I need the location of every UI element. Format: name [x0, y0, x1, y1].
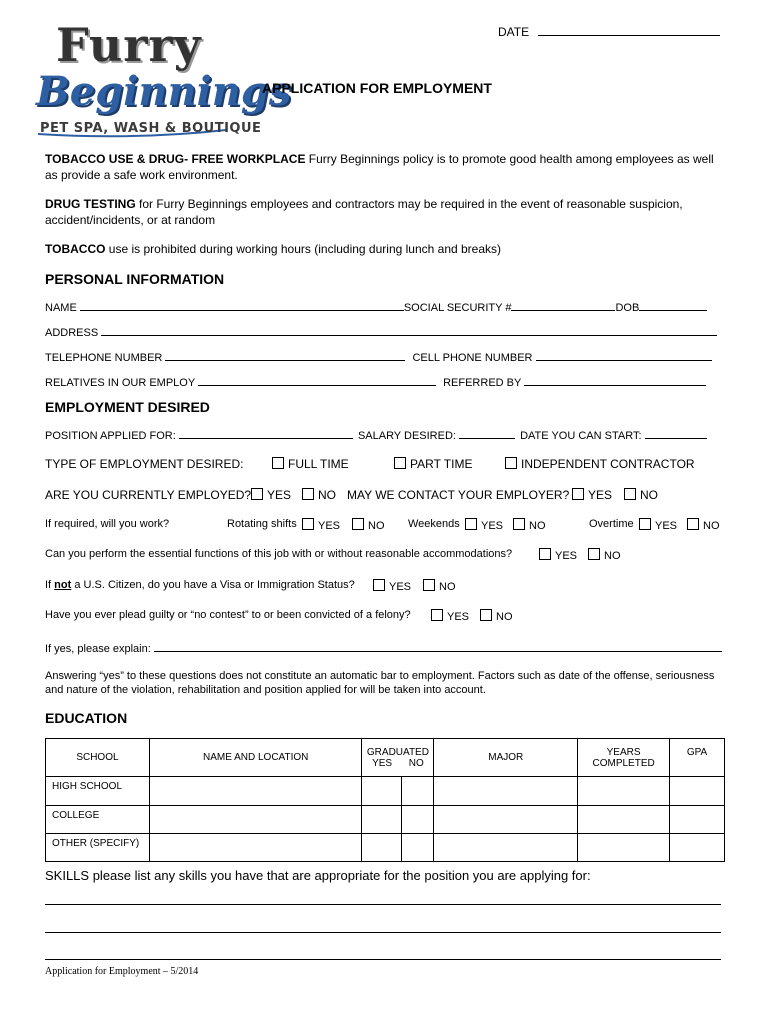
- name-label: NAME: [45, 302, 77, 314]
- weekends-yes-label: YES: [481, 520, 504, 532]
- contact-yes-checkbox[interactable]: [572, 488, 584, 500]
- col-graduated-label: GRADUATED: [366, 746, 429, 758]
- contact-no-checkbox[interactable]: [624, 488, 636, 500]
- start-field[interactable]: [645, 427, 707, 439]
- weekends-yes-option[interactable]: [465, 518, 503, 532]
- skills-label: SKILLS please list any skills you have that are appropriate for the position you are applying for:: [45, 868, 591, 883]
- date-line[interactable]: [538, 24, 720, 36]
- row-label-other: OTHER (SPECIFY): [46, 834, 150, 862]
- felony-no-label: NO: [496, 611, 513, 623]
- overtime-yes-label: YES: [655, 520, 678, 532]
- start-label: DATE YOU CAN START:: [520, 430, 642, 442]
- contact-yes-label: YES: [588, 488, 613, 502]
- contractor-option[interactable]: [505, 457, 695, 471]
- contractor-checkbox[interactable]: [505, 457, 517, 469]
- cell-input[interactable]: [670, 806, 725, 834]
- citizen-no-checkbox[interactable]: [423, 579, 435, 591]
- cell-input[interactable]: [434, 806, 578, 834]
- salary-label: SALARY DESIRED:: [357, 430, 456, 442]
- row-label-high-school: HIGH SCHOOL: [46, 777, 150, 806]
- rotating-yes-label: YES: [318, 520, 341, 532]
- citizen-question-pre: If: [45, 579, 55, 591]
- cell-input[interactable]: [362, 834, 402, 862]
- col-graduated-no: NO: [408, 757, 424, 769]
- name-row: [45, 299, 707, 314]
- contractor-label: INDEPENDENT CONTRACTOR: [521, 457, 695, 471]
- employed-no-label: NO: [318, 488, 336, 502]
- cell-input[interactable]: [670, 777, 725, 806]
- employed-yes-option[interactable]: [251, 488, 291, 502]
- education-header-row: [46, 739, 725, 777]
- cell-label: CELL PHONE NUMBER: [412, 352, 533, 364]
- essential-no-checkbox[interactable]: [588, 548, 600, 560]
- referred-label: REFERRED BY: [443, 377, 522, 389]
- employed-yes-checkbox[interactable]: [251, 488, 263, 500]
- citizen-yes-label: YES: [389, 581, 412, 593]
- policy-drug-free: [45, 151, 725, 183]
- felony-yes-checkbox[interactable]: [431, 609, 443, 621]
- essential-no-option[interactable]: [588, 548, 621, 562]
- explain-label: If yes, please explain:: [45, 643, 151, 655]
- relatives-row: [45, 374, 706, 389]
- overtime-yes-option[interactable]: [639, 518, 677, 532]
- cell-input[interactable]: [362, 806, 402, 834]
- full-time-checkbox[interactable]: [272, 457, 284, 469]
- salary-field[interactable]: [459, 427, 515, 439]
- skills-line-2[interactable]: [45, 932, 721, 933]
- essential-no-label: NO: [604, 550, 621, 562]
- currently-employed-question: ARE YOU CURRENTLY EMPLOYED?: [45, 488, 252, 502]
- logo-tagline: PET SPA, WASH & BOUTIQUE: [40, 121, 262, 136]
- weekends-label: Weekends: [408, 518, 460, 530]
- felony-no-option[interactable]: [480, 609, 513, 623]
- part-time-label: PART TIME: [410, 457, 473, 471]
- full-time-label: FULL TIME: [288, 457, 349, 471]
- col-school: SCHOOL: [46, 739, 150, 777]
- cell-input[interactable]: [578, 834, 670, 862]
- policy-tobacco-text: use is prohibited during working hours (including during lunch and breaks): [105, 242, 502, 256]
- citizen-question-not: not: [54, 579, 72, 591]
- table-row: [46, 806, 725, 834]
- citizen-question: [45, 579, 355, 591]
- weekends-yes-checkbox[interactable]: [465, 518, 477, 530]
- contact-no-option[interactable]: [624, 488, 658, 502]
- relatives-label: RELATIVES IN OUR EMPLOY: [45, 377, 195, 389]
- col-years-label-1: YEARS: [606, 746, 641, 758]
- referred-field[interactable]: [524, 374, 706, 386]
- date-field[interactable]: [498, 24, 720, 39]
- citizen-yes-checkbox[interactable]: [373, 579, 385, 591]
- cell-input[interactable]: [362, 777, 402, 806]
- address-field[interactable]: [101, 324, 717, 336]
- contact-yes-option[interactable]: [572, 488, 612, 502]
- cell-input[interactable]: [149, 806, 362, 834]
- policy-drug-testing-bold: DRUG TESTING: [45, 197, 136, 211]
- weekends-no-label: NO: [529, 520, 546, 532]
- section-heading-education: EDUCATION: [45, 710, 128, 726]
- telephone-field[interactable]: [165, 349, 405, 361]
- skills-line-3[interactable]: [45, 959, 721, 960]
- rotating-yes-checkbox[interactable]: [302, 518, 314, 530]
- essential-yes-checkbox[interactable]: [539, 548, 551, 560]
- employed-no-checkbox[interactable]: [302, 488, 314, 500]
- rotating-no-label: NO: [368, 520, 385, 532]
- essential-yes-option[interactable]: [539, 548, 577, 562]
- felony-question: Have you ever plead guilty or “no contest” to or been convicted of a felony?: [45, 609, 411, 621]
- policy-tobacco: [45, 241, 725, 257]
- section-heading-personal: PERSONAL INFORMATION: [45, 271, 225, 287]
- cell-input[interactable]: [670, 834, 725, 862]
- address-row: [45, 324, 717, 339]
- col-gpa: GPA: [670, 739, 725, 777]
- policy-drug-free-bold: TOBACCO USE & DRUG- FREE WORKPLACE: [45, 152, 306, 166]
- full-time-option[interactable]: [272, 457, 349, 471]
- table-row: [46, 834, 725, 862]
- logo-text-furry: Furry: [56, 18, 202, 72]
- col-years-completed: [578, 739, 670, 777]
- part-time-checkbox[interactable]: [394, 457, 406, 469]
- cell-input[interactable]: [578, 806, 670, 834]
- felony-yes-label: YES: [447, 611, 470, 623]
- contact-no-label: NO: [640, 488, 658, 502]
- page-title: APPLICATION FOR EMPLOYMENT: [262, 80, 492, 96]
- employment-type-label: TYPE OF EMPLOYMENT DESIRED:: [45, 457, 244, 471]
- telephone-label: TELEPHONE NUMBER: [45, 352, 163, 364]
- explain-field[interactable]: [154, 640, 722, 652]
- rotating-no-checkbox[interactable]: [352, 518, 364, 530]
- weekends-no-checkbox[interactable]: [513, 518, 525, 530]
- footer-text: Application for Employment – 5/2014: [45, 966, 199, 977]
- weekends-no-option[interactable]: [513, 518, 546, 532]
- policy-tobacco-bold: TOBACCO: [45, 242, 106, 256]
- citizen-yes-option[interactable]: [373, 579, 411, 593]
- felony-disclaimer: Answering “yes” to these questions does not constitute an automatic bar to employment. Factors such as date of the offense, seriousness and nature of the violation, rehabilitation and position applied for will be taken into account.: [45, 670, 715, 696]
- cell-input[interactable]: [434, 834, 578, 862]
- cell-field[interactable]: [536, 349, 712, 361]
- overtime-label: Overtime: [589, 518, 634, 530]
- rotating-no-option[interactable]: [352, 518, 385, 532]
- citizen-question-post: a U.S. Citizen, do you have a Visa or Immigration Status?: [71, 579, 355, 591]
- rotating-yes-option[interactable]: [302, 518, 340, 532]
- explain-row: [45, 640, 722, 655]
- date-label: DATE: [498, 25, 530, 39]
- col-graduated: [362, 739, 434, 777]
- essential-yes-label: YES: [555, 550, 578, 562]
- phone-row: [45, 349, 712, 364]
- position-field[interactable]: [179, 427, 353, 439]
- col-graduated-yes: YES: [372, 757, 393, 769]
- overtime-no-checkbox[interactable]: [687, 518, 699, 530]
- rotating-shifts-label: Rotating shifts: [227, 518, 297, 530]
- part-time-option[interactable]: [394, 457, 472, 471]
- col-major: MAJOR: [434, 739, 578, 777]
- ssn-field[interactable]: [511, 299, 615, 311]
- essential-functions-question: Can you perform the essential functions of this job with or without reasonable accommodations?: [45, 548, 513, 560]
- col-years-label-2: COMPLETED: [592, 757, 655, 769]
- position-label: POSITION APPLIED FOR:: [45, 430, 176, 442]
- position-row: [45, 427, 707, 442]
- col-name-location: NAME AND LOCATION: [149, 739, 362, 777]
- cell-input[interactable]: [149, 777, 362, 806]
- overtime-no-option[interactable]: [687, 518, 720, 532]
- policy-drug-testing-text: for Furry Beginnings employees and contractors may be required in the event of reasonable suspicion, accident/incidents, or at random: [45, 197, 683, 227]
- address-label: ADDRESS: [45, 327, 99, 339]
- contact-employer-question: MAY WE CONTACT YOUR EMPLOYER?: [347, 488, 570, 502]
- table-row: [46, 777, 725, 806]
- employed-no-option[interactable]: [302, 488, 336, 502]
- cell-input[interactable]: [402, 806, 434, 834]
- policy-drug-free-text: Furry Beginnings policy is to promote good health among employees as well as provide a safe work environment.: [45, 152, 714, 182]
- work-question: If required, will you work?: [45, 518, 170, 530]
- cell-input[interactable]: [402, 777, 434, 806]
- felony-yes-option[interactable]: [431, 609, 469, 623]
- education-table: [45, 738, 725, 862]
- policy-drug-testing: [45, 196, 725, 228]
- row-label-college: COLLEGE: [46, 806, 150, 834]
- logo-text-beginnings: Beginnings: [36, 68, 292, 115]
- section-heading-employment: EMPLOYMENT DESIRED: [45, 399, 210, 415]
- skills-line-1[interactable]: [45, 904, 721, 905]
- cell-input[interactable]: [578, 777, 670, 806]
- cell-input[interactable]: [434, 777, 578, 806]
- employed-yes-label: YES: [267, 488, 292, 502]
- cell-input[interactable]: [149, 834, 362, 862]
- citizen-no-option[interactable]: [423, 579, 456, 593]
- overtime-no-label: NO: [703, 520, 720, 532]
- relatives-field[interactable]: [198, 374, 436, 386]
- cell-input[interactable]: [402, 834, 434, 862]
- ssn-label: SOCIAL SECURITY #: [403, 302, 512, 314]
- dob-field[interactable]: [639, 299, 707, 311]
- overtime-yes-checkbox[interactable]: [639, 518, 651, 530]
- citizen-no-label: NO: [439, 581, 456, 593]
- dob-label: DOB: [615, 302, 640, 314]
- name-field[interactable]: [80, 299, 404, 311]
- felony-no-checkbox[interactable]: [480, 609, 492, 621]
